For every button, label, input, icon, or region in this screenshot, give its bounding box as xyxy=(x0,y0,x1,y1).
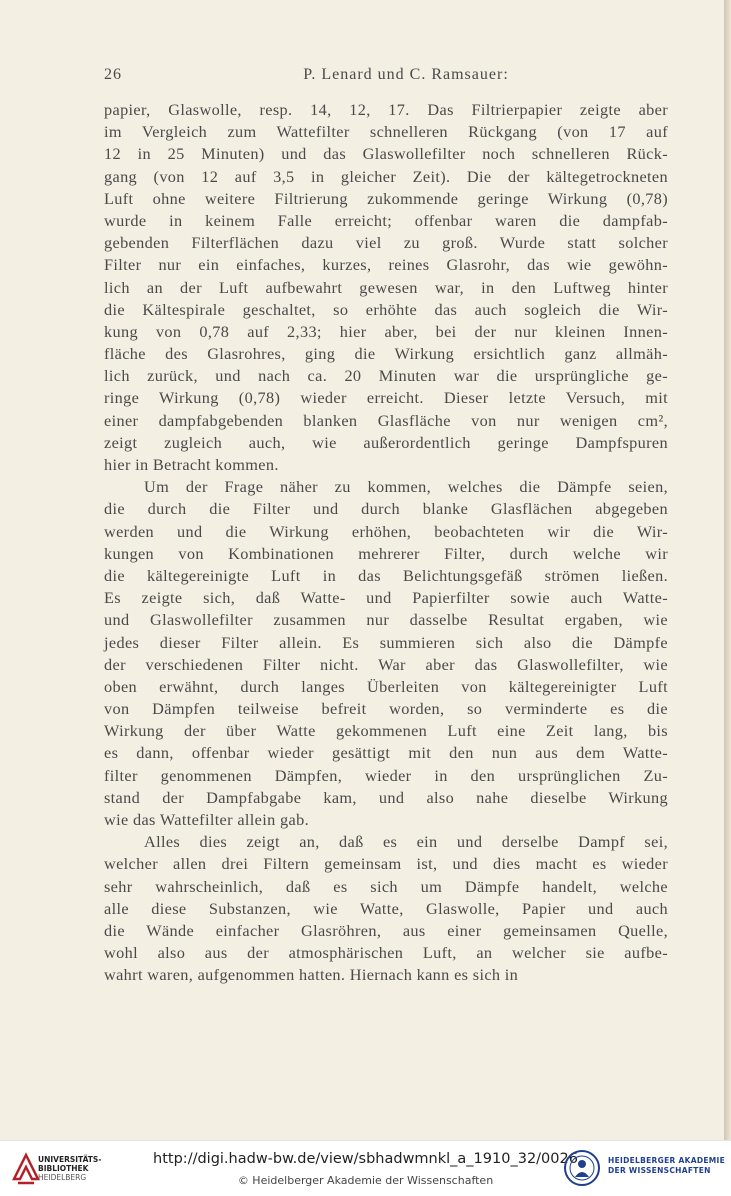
text-line: kung von 0,78 auf 2,33; hier aber, bei der nur kleinen Innen- xyxy=(104,321,668,341)
text-line: wurde in keinem Falle erreicht; offenbar waren die dampfab- xyxy=(104,210,668,230)
copyright-notice: © Heidelberger Akademie der Wissenschaften xyxy=(237,1174,494,1187)
text-line: papier, Glaswolle, resp. 14, 12, 17. Das Filtrierpapier zeigte aber xyxy=(104,100,668,119)
text-line: Um der Frage näher zu kommen, welches die Dämpfe seien, xyxy=(144,477,668,497)
text-line: jedes dieser Filter allein. Es summieren sich also die Dämpfe xyxy=(104,632,668,652)
library-city: HEIDELBERG xyxy=(38,1173,87,1182)
page-header xyxy=(104,66,668,90)
body-text xyxy=(104,99,668,987)
text-line: der verschiedenen Filter nicht. War aber das Glaswollefilter, wie xyxy=(104,654,668,674)
text-line: gebenden Filterflächen dazu viel zu groß. Wurde statt solcher xyxy=(104,233,668,253)
library-name-line2: BIBLIOTHEK xyxy=(38,1164,89,1173)
text-line: die Kältespirale geschaltet, so erhöhte das auch sogleich die Wir- xyxy=(104,299,668,319)
text-line: die durch die Filter und durch blanke Glasflächen abgegeben xyxy=(104,499,668,519)
text-line: 12 in 25 Minuten) und das Glaswollefilter noch schnelleren Rück- xyxy=(104,144,668,164)
text-line: die Wände einfacher Glasröhren, aus einer gemeinsamen Quelle, xyxy=(104,920,668,940)
text-line: Filter nur ein einfaches, kurzes, reines Glasrohr, das wie gewöhn- xyxy=(104,255,668,275)
paragraph xyxy=(104,831,668,986)
text-line: und Glaswollefilter zusammen nur dasselbe Resultat ergaben, wie xyxy=(104,610,668,630)
text-line: im Vergleich zum Wattefilter schnelleren Rückgang (von 17 auf xyxy=(104,122,668,142)
text-line: alle diese Substanzen, wie Watte, Glaswolle, Papier und auch xyxy=(104,898,668,918)
text-line: Es zeigte sich, daß Watte- und Papierfilter sowie auch Watte- xyxy=(104,588,668,608)
academy-name xyxy=(608,1156,725,1176)
page-number: 26 xyxy=(104,66,122,83)
text-line: einer dampfabgebenden blanken Glasfläche von nur wenigen cm², xyxy=(104,410,668,430)
text-line: es dann, offenbar wieder gesättigt mit den nun aus dem Watte- xyxy=(104,743,668,763)
academy-name-line2: DER WISSENSCHAFTEN xyxy=(608,1166,711,1175)
text-line: kungen von Kombinationen mehrerer Filter, durch welche wir xyxy=(104,543,668,563)
academy-seal-icon xyxy=(563,1149,601,1187)
text-line: zeigt zugleich auch, wie außerordentlich geringe Dampfspuren xyxy=(104,432,668,452)
text-line: lich zurück, und nach ca. 20 Minuten war die ursprüngliche ge- xyxy=(104,366,668,386)
text-line: ringe Wirkung (0,78) wieder erreicht. Dieser letzte Versuch, mit xyxy=(104,388,668,408)
text-line: werden und die Wirkung erhöhen, beobachteten wir die Wir- xyxy=(104,521,668,541)
text-line: hier in Betracht kommen. xyxy=(104,455,279,474)
text-line: oben erwähnt, durch langes Überleiten von kältegereinigter Luft xyxy=(104,676,668,696)
text-line: lich an der Luft aufbewahrt gewesen war, in den Luftweg hinter xyxy=(104,277,668,297)
text-line: welcher allen drei Filtern gemeinsam ist, und dies macht es wieder xyxy=(104,854,668,874)
text-line: fläche des Glasrohres, ging die Wirkung ersichtlich ganz allmäh- xyxy=(104,344,668,364)
text-line: stand der Dampfabgabe kam, und also nahe dieselbe Wirkung xyxy=(104,787,668,807)
text-line: Luft ohne weitere Filtrierung zukommende geringe Wirkung (0,78) xyxy=(104,188,668,208)
text-line: Alles dies zeigt an, daß es ein und derselbe Dampf sei, xyxy=(144,832,668,852)
viewer-footer xyxy=(0,1140,731,1196)
paragraph xyxy=(104,99,668,476)
text-line: filter genommenen Dämpfen, wieder in den ursprünglichen Zu- xyxy=(104,765,668,785)
library-name-line1: UNIVERSITÄTS- xyxy=(38,1155,102,1164)
running-head: P. Lenard und C. Ramsauer: xyxy=(303,66,509,83)
text-line: Wirkung der über Watte gekommenen Luft eine Zeit lang, bis xyxy=(104,721,668,741)
text-line: von Dämpfen teilweise befreit worden, so verminderte es die xyxy=(104,699,668,719)
text-line: wie das Wattefilter allein gab. xyxy=(104,810,309,829)
text-line: wahrt waren, aufgenommen hatten. Hiernach kann es sich in xyxy=(104,965,519,985)
text-line: gang (von 12 auf 3,5 in gleicher Zeit). Die der kältegetrockneten xyxy=(104,166,668,186)
text-line: sehr wahrscheinlich, daß es sich um Dämpfe handelt, welche xyxy=(104,876,668,896)
paragraph xyxy=(104,476,668,831)
permalink-url[interactable]: http://digi.hadw-bw.de/view/sbhadwmnkl_a_1910_32/0026 xyxy=(153,1151,578,1167)
text-line: die kältegereinigte Luft in das Belichtungsgefäß strömen ließen. xyxy=(104,565,668,585)
text-line: wohl also aus der atmosphärischen Luft, an welcher sie aufbe- xyxy=(104,943,668,963)
academy-name-line1: HEIDELBERGER AKADEMIE xyxy=(608,1156,726,1165)
page-edge xyxy=(724,0,731,1140)
